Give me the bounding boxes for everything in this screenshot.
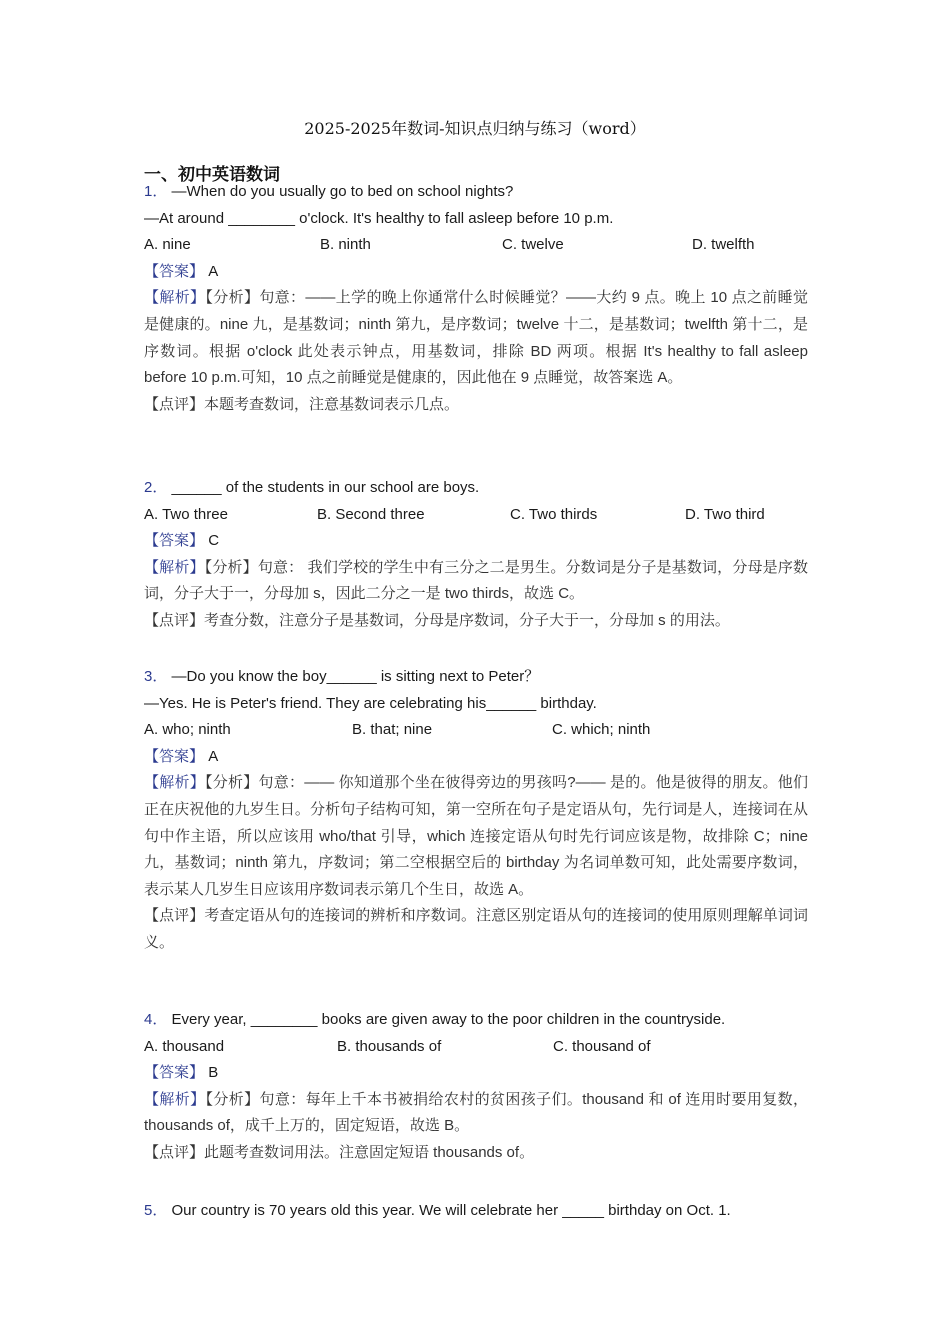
answer-tag: 【答案】 bbox=[144, 532, 205, 550]
analysis-text: 【分析】句意： 我们学校的学生中有三分之二是男生。分数词是分子是基数词，分母是序数词，分子大于一，分母加 s，因此二分之一是 two thirds，故选 C。 bbox=[144, 558, 808, 603]
options-row bbox=[144, 232, 808, 259]
analysis-block bbox=[144, 555, 808, 608]
analysis-block bbox=[144, 770, 808, 903]
answer-blank: ________ bbox=[250, 1011, 318, 1028]
option-b: B. that; nine bbox=[352, 721, 433, 739]
option-c: C. twelve bbox=[502, 236, 564, 254]
options-row bbox=[144, 1034, 808, 1061]
question-5 bbox=[144, 1198, 808, 1225]
answer-blank: ______ bbox=[171, 479, 222, 496]
analysis-block bbox=[144, 1087, 808, 1140]
answer-value: C bbox=[208, 532, 220, 550]
question-stem bbox=[144, 664, 808, 691]
section-heading: 一、初中英语数词 bbox=[144, 165, 280, 184]
question-number: 5． bbox=[144, 1202, 168, 1219]
answer-value: B bbox=[208, 1064, 219, 1082]
answer-tag: 【答案】 bbox=[144, 747, 205, 765]
comment-block: 【点评】本题考查数词，注意基数词表示几点。 bbox=[144, 395, 460, 413]
comment-block: 【点评】此题考查数词用法。注意固定短语 thousands of。 bbox=[144, 1143, 535, 1161]
option-c: C. thousand of bbox=[553, 1037, 651, 1055]
option-b: B. Second three bbox=[317, 505, 425, 523]
question-stem bbox=[144, 1007, 808, 1034]
question-stem bbox=[144, 691, 808, 718]
stem-text: —At around bbox=[144, 209, 229, 227]
stem-text: —Do you know the boy bbox=[171, 668, 327, 685]
answer-blank: ______ bbox=[486, 694, 537, 712]
question-stem bbox=[144, 475, 808, 502]
analysis-text: 【分析】句意：——上学的晚上你通常什么时候睡觉？——大约 9 点。晚上 10 点之前睡觉是健康的。nine 九，是基数词；ninth 第九，是序数词；twelve 十二，是基数词；twelfth 第十二，是序数词。根据 o'clock 此处表示钟点，用基数词，排除 BD 两项。根据 It's healthy to fall asleep before 10 p.m.可知，10 点之前睡觉是健康的，因此他在 9 点睡觉，故答案选 A。 bbox=[144, 289, 808, 387]
answer-line bbox=[144, 1060, 808, 1087]
stem-text: o'clock. It's healthy to fall asleep before 10 p.m. bbox=[294, 209, 614, 227]
options-row bbox=[144, 717, 808, 744]
answer-blank: ________ bbox=[228, 209, 295, 227]
answer-tag: 【答案】 bbox=[144, 1064, 205, 1082]
question-number: 2． bbox=[144, 479, 168, 496]
stem-text: books are given away to the poor children in the countryside. bbox=[317, 1011, 726, 1028]
analysis-tag: 【解析】 bbox=[144, 1090, 206, 1108]
question-number: 1． bbox=[144, 183, 168, 200]
option-b: B. thousands of bbox=[337, 1037, 442, 1055]
answer-line bbox=[144, 528, 808, 555]
question-stem bbox=[144, 206, 808, 233]
question-1 bbox=[144, 179, 808, 418]
option-a: A. who; ninth bbox=[144, 721, 231, 739]
stem-text: —Yes. He is Peter's friend. They are celebrating his bbox=[144, 694, 487, 712]
comment-block: 【点评】考查定语从句的连接词的辨析和序数词。注意区别定语从句的连接词的使用原则理解单词词义。 bbox=[144, 907, 808, 951]
answer-value: A bbox=[208, 262, 219, 280]
stem-text: birthday. bbox=[536, 694, 597, 712]
analysis-tag: 【解析】 bbox=[144, 774, 205, 792]
option-c: C. which; ninth bbox=[552, 721, 651, 739]
question-number: 4． bbox=[144, 1011, 168, 1028]
question-number: 3． bbox=[144, 668, 168, 685]
option-a: A. thousand bbox=[144, 1037, 225, 1055]
stem-text: Our country is 70 years old this year. We will celebrate her bbox=[171, 1202, 563, 1219]
analysis-tag: 【解析】 bbox=[144, 558, 205, 576]
option-d: D. twelfth bbox=[692, 236, 755, 254]
question-stem bbox=[144, 179, 808, 206]
answer-value: A bbox=[208, 747, 219, 765]
option-d: D. Two third bbox=[685, 505, 765, 523]
comment-block: 【点评】考查分数，注意分子是基数词，分母是序数词，分子大于一，分母加 s 的用法。 bbox=[144, 611, 730, 629]
stem-text: is sitting next to Peter？ bbox=[376, 668, 540, 685]
option-b: B. ninth bbox=[320, 236, 371, 254]
option-c: C. Two thirds bbox=[510, 505, 598, 523]
answer-blank: _____ bbox=[562, 1202, 604, 1219]
analysis-text: 【分析】句意：—— 你知道那个坐在彼得旁边的男孩吗?—— 是的。他是彼得的朋友。他们正在庆祝他的九岁生日。分析句子结构可知，第一空所在句子是定语从句，先行词是人，连接词在从句中作主语，所以应该用 who/that 引导，which 连接定语从句时先行词应该是物，故排除 C；nine 九，基数词；ninth 第九，序数词；第二空根据空后的 birthday 为名词单数可知，此处需要序数词，表示某人几岁生日应该用序数词表示第几个生日，故选 A。 bbox=[144, 774, 808, 898]
answer-blank: ______ bbox=[326, 668, 377, 685]
options-row bbox=[144, 502, 808, 529]
answer-line bbox=[144, 259, 808, 286]
stem-text: birthday on Oct. 1. bbox=[603, 1202, 731, 1219]
question-2 bbox=[144, 475, 808, 635]
stem-text: Every year, bbox=[171, 1011, 251, 1028]
answer-line bbox=[144, 744, 808, 771]
question-4 bbox=[144, 1007, 808, 1167]
stem-text: of the students in our school are boys. bbox=[221, 479, 480, 496]
question-3 bbox=[144, 664, 808, 957]
answer-tag: 【答案】 bbox=[144, 262, 205, 280]
question-stem bbox=[144, 1198, 808, 1225]
analysis-text: 【分析】句意：每年上千本书被捐给农村的贫困孩子们。thousand 和 of 连用时要用复数，thousands of，成千上万的，固定短语，故选 B。 bbox=[144, 1090, 808, 1135]
option-a: A. nine bbox=[144, 236, 191, 254]
stem-text: —When do you usually go to bed on school nights? bbox=[171, 183, 514, 200]
option-a: A. Two three bbox=[144, 505, 228, 523]
page-title: 2025-2025年数词-知识点归纳与练习（word） bbox=[304, 119, 646, 138]
analysis-tag: 【解析】 bbox=[144, 289, 206, 307]
analysis-block bbox=[144, 285, 808, 391]
